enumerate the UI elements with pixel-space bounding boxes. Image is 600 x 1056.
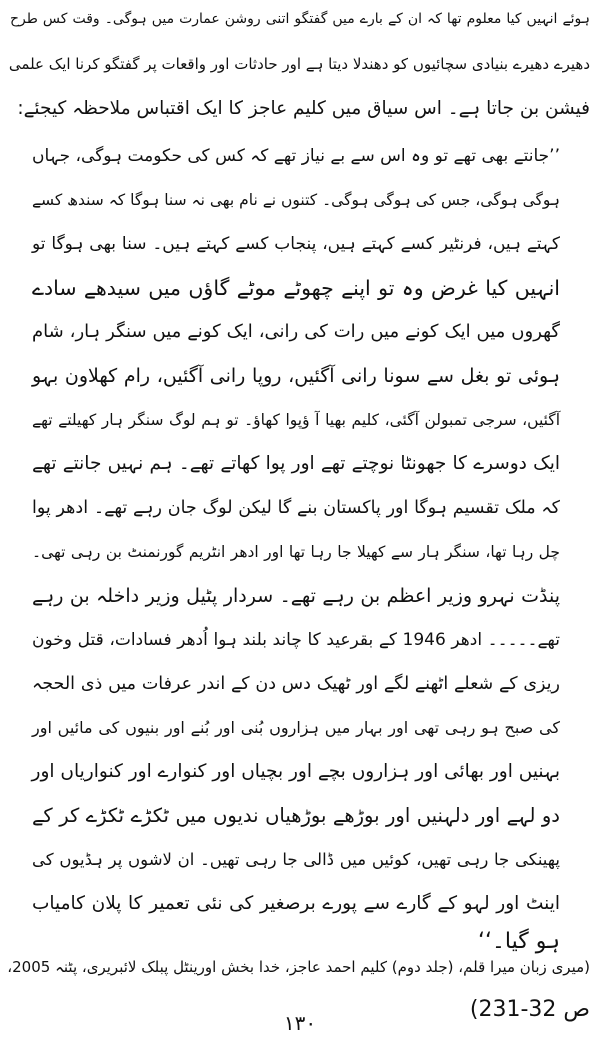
quote-line: ہوگی ہوگی، جس کی ہوگی ہوگی۔ کتنوں نے نام بھی نہ سنا ہوگا کہ سندھ کسے [31,191,560,209]
intro-line: دھیرے دھیرے بنیادی سچائیوں کو دھندلا دیتا ہے اور حادثات اور واقعات پر گفتگو کرنا ایک علمی [8,55,590,73]
quote-line: انہیں کیا غرض وہ تو اپنے چھوٹے موٹے گاؤں میں سیدھے سادے [32,276,560,300]
quote-line: کہ ملک تقسیم ہوگا اور پاکستان بنے گا لیکن لوگ جان رہے تھے۔ ادھر پوا [32,498,560,518]
quote-line: دو لہے اور دلہنیں اور بوڑھے بوڑھیاں ندیوں میں ٹکڑے ٹکڑے کر کے [32,804,560,827]
quote-line: پنڈت نہرو وزیر اعظم بن رہے تھے۔ سردار پٹیل وزیر داخلہ بن رہے [32,585,560,607]
quote-line: کہتے ہیں، فرنٹیر کسے کہتے ہیں، پنجاب کسے کہتے ہیں۔ سنا بھی ہوگا تو [32,234,560,254]
intro-line: فیشن بن جاتا ہے۔ اس سیاق میں کلیم عاجز کا ایک اقتباس ملاحظہ کیجئے: [17,98,590,119]
page-number: ۱۳۰ [283,1011,317,1035]
quote-line: ایک دوسرے کا جھونٹا نوچتے تھے اور پوا کھاتے تھے۔ ہم نہیں جانتے تھے [32,453,560,474]
citation-line: ص 32-231) [469,997,590,1022]
quote-line: تھے۔۔۔۔۔ ادھر 1946 کے بقرعید کا چاند بلند ہوا اُدھر فسادات، قتل وخون [32,630,560,650]
quote-line: گھروں میں ایک کونے میں رات کی رانی، ایک کونے میں سنگر ہار، شام [32,321,560,342]
quote-line: ’’جانتے بھی تھے تو وہ اس سے بے نیاز تھے کہ کس کی حکومت ہوگی، جہاں [32,146,560,166]
quote-line: کی صبح ہو رہی تھی اور بہار میں ہزاروں بُنی اور بُنے اور بنیوں کی مائیں اور [32,718,560,737]
quote-line: چل رہا تھا، سنگر ہار سے کھیلا جا رہا تھا اور ادھر انٹریم گورنمنٹ بن رہی تھی۔ [32,543,560,561]
quote-line: بہنیں اور بھائی اور ہزاروں بچے اور بچیاں اور کنوارے اور کنواریاں اور [31,761,560,782]
quote-line: اینٹ اور لہو کے گارے سے پورے برصغیر کی نئی تعمیر کا پلان کامیاب [32,893,560,914]
quote-line: ہو گیا۔‘‘ [478,929,560,954]
quote-line: پھینکی جا رہی تھیں، کوئیں میں ڈالی جا رہی تھیں۔ ان لاشوں پر ہڈیوں کی [32,850,560,869]
quote-line: آگئیں، سرجی تمبولن آگئی، کلیم بھیا آ ؤپوا کھاؤ۔ تو ہم لوگ سنگر ہار کھیلتے تھے [32,411,560,429]
citation-line: (میری زبان میرا قلم، (جلد دوم) کلیم احمد عاجز، خدا بخش اورینٹل پبلک لائبریری، پٹنہ 2005، [7,958,590,976]
quote-line: ریزی کے شعلے اٹھنے لگے اور ٹھیک دس دن کے اندر عرفات میں ذی الحجہ [32,674,560,694]
quote-line: ہوئی تو بغل سے سونا رانی آگئیں، روپا رانی آگئیں، رام کھلاون بہو [32,365,560,387]
intro-line: ہوئے انہیں کیا معلوم تھا کہ ان کے بارے میں گفتگو اتنی روشن عمارت میں ہوگی۔ وقت کس طرح [10,11,590,27]
